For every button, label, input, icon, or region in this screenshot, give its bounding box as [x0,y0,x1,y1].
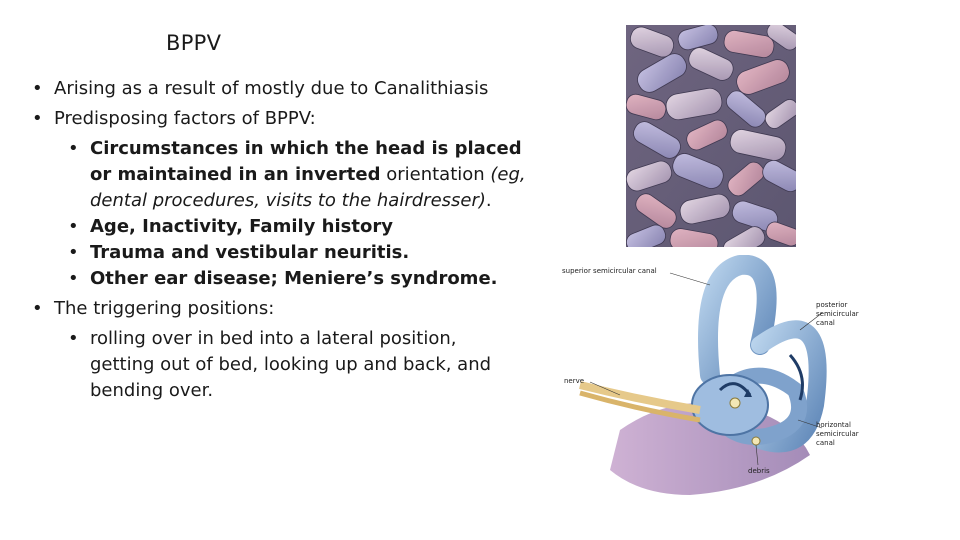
slide-title: BPPV [166,31,222,55]
inner-ear-diagram [560,255,890,505]
label-posterior-canal-1: posterior [816,301,848,309]
label-posterior-canal-3: canal [816,319,835,327]
sub-bullet-normal: orientation [380,164,491,185]
debris-particle [730,398,740,408]
sub-bullet-normal: rolling over in bed into a lateral position, getting out of bed, looking up and back, and bending over. [90,328,492,401]
label-nerve: nerve [564,377,585,385]
sub-bullet-bold: Other ear disease; Meniere’s syndrome. [90,268,498,289]
bullet-dot: • [32,108,43,129]
bullet-dot: • [68,328,79,349]
bullet-dot: • [68,242,79,263]
sub-bullet-item [68,136,532,214]
bullet-item [32,76,532,102]
sub-bullet-bold: Age, Inactivity, Family history [90,216,393,237]
crystal-image [626,25,796,247]
label-horizontal-canal-1: horizontal [816,421,851,429]
superior-canal [708,265,767,375]
bullet-dot: • [68,138,79,159]
label-horizontal-canal-2: semicircular [816,430,859,438]
label-superior-canal: superior semicircular canal [562,267,657,275]
bullet-item [32,296,532,322]
sub-bullet-item [68,214,532,240]
sub-bullet-bold: Trauma and vestibular neuritis. [90,242,410,263]
sub-bullet-item [68,266,532,292]
sub-bullet-item [68,240,532,266]
debris-particle [752,437,760,445]
bullet-dot: • [68,216,79,237]
sub-bullet-bold: Circumstances in which the head is placed or maintained in an inverted [90,138,522,185]
bullet-dot: • [32,78,43,99]
bullet-item [32,106,532,132]
label-horizontal-canal-3: canal [816,439,835,447]
bullet-text: Arising as a result of mostly due to Canalithiasis [54,78,489,99]
bullet-text: The triggering positions: [54,298,275,319]
slide-body [32,76,532,404]
bullet-dot: • [32,298,43,319]
label-debris: debris [748,467,770,475]
label-posterior-canal-2: semicircular [816,310,859,318]
sub-bullet-tail: . [485,190,492,211]
bullet-dot: • [68,268,79,289]
otoconia-micrograph [626,25,796,247]
bullet-text: Predisposing factors of BPPV: [54,108,316,129]
sub-bullet-italic: (eg, dental procedures, visits to the hairdresser) [90,164,526,211]
sub-bullet-item [68,326,500,404]
